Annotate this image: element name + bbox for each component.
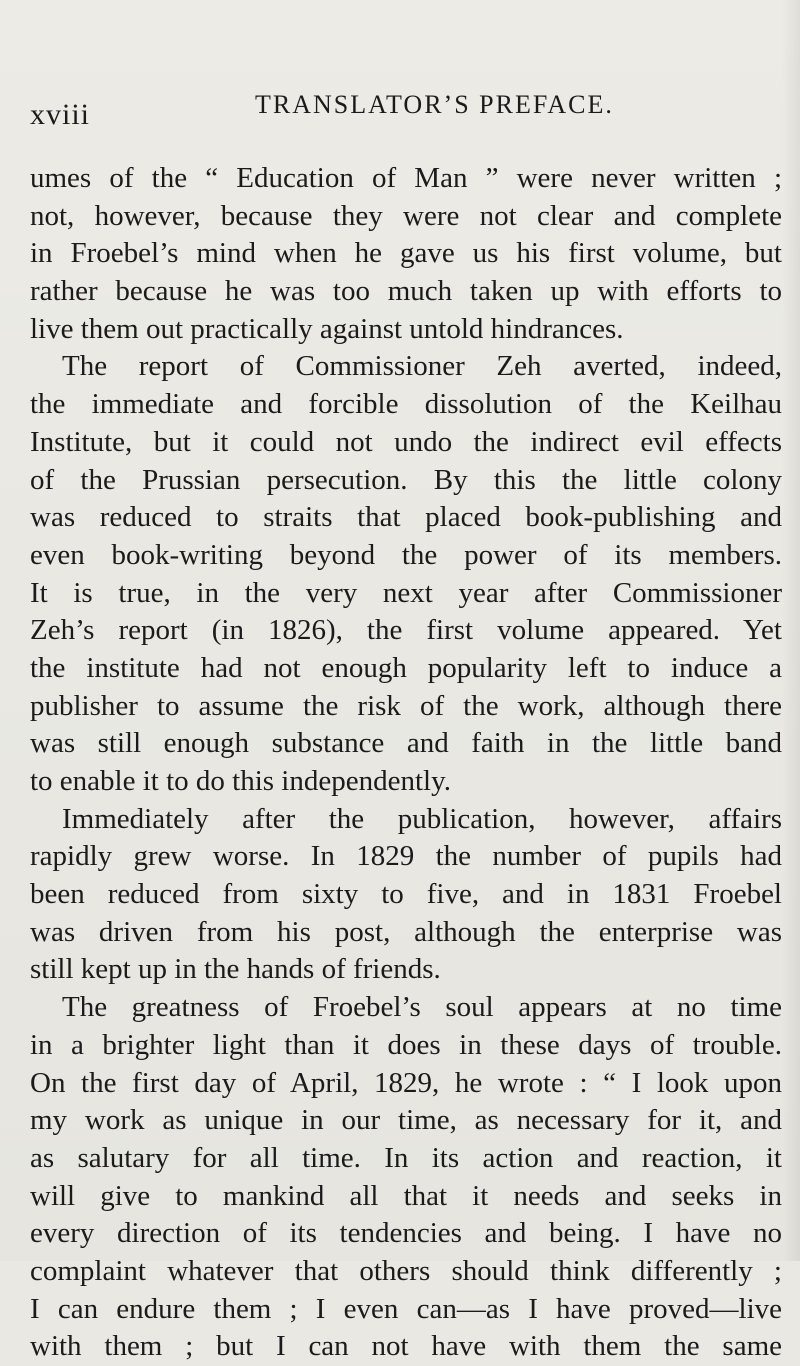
- text-line: of the Prussian persecution. By this the little colony: [30, 463, 782, 496]
- text-line: still kept up in the hands of friends.: [30, 953, 441, 986]
- text-line: in a brighter light than it does in these days of trouble.: [30, 1028, 782, 1061]
- page-number: xviii: [30, 98, 91, 131]
- text-line: as salutary for all time. In its action and reaction, it: [30, 1141, 782, 1174]
- page-edge-shadow: [782, 0, 800, 1261]
- text-line: It is true, in the very next year after Commissioner: [30, 576, 782, 609]
- running-head: [0, 90, 800, 130]
- text-line: my work as unique in our time, as necessary for it, and: [30, 1104, 782, 1137]
- text-line: to enable it to do this independently.: [30, 765, 451, 797]
- text-line: was driven from his post, although the enterprise was: [30, 915, 782, 948]
- text-line: live them out practically against untold hindrances.: [30, 312, 624, 345]
- text-line: not, however, because they were not clear and complete: [30, 199, 782, 232]
- text-line: publisher to assume the risk of the work, although there: [30, 689, 782, 722]
- text-line: in Froebel’s mind when he gave us his first volume, but: [30, 237, 782, 270]
- text-line: rather because he was too much taken up with efforts to: [30, 275, 782, 308]
- text-line: even book-writing beyond the power of its members.: [30, 538, 782, 571]
- text-line: with them ; but I can not have with them the same: [30, 1330, 782, 1363]
- text-line: Zeh’s report (in 1826), the first volume appeared. Yet: [30, 614, 782, 647]
- text-line: been reduced from sixty to five, and in 1831 Froebel: [30, 878, 782, 911]
- text-line: every direction of its tendencies and being. I have no: [30, 1217, 782, 1250]
- text-line: the institute had not enough popularity left to induce a: [30, 651, 782, 684]
- text-line: The greatness of Froebel’s soul appears at no time: [62, 991, 782, 1024]
- text-line: Immediately after the publication, however, affairs: [62, 802, 782, 835]
- running-title: TRANSLATOR’S PREFACE.: [255, 90, 614, 119]
- text-line: rapidly grew worse. In 1829 the number of pupils had: [30, 840, 782, 873]
- text-line: the immediate and forcible dissolution of the Keilhau: [30, 388, 782, 421]
- text-line: I can endure them ; I even can—as I have proved—live: [30, 1292, 782, 1325]
- text-line: umes of the “ Education of Man ” were never written ;: [30, 162, 782, 194]
- text-line: On the first day of April, 1829, he wrote : “ I look upon: [30, 1066, 782, 1099]
- text-line: was still enough substance and faith in the little band: [30, 727, 782, 760]
- text-line: will give to mankind all that it needs and seeks in: [30, 1179, 782, 1212]
- text-line: was reduced to straits that placed book-publishing and: [30, 501, 782, 534]
- text-line: Institute, but it could not undo the indirect evil effects: [30, 425, 782, 458]
- text-line: complaint whatever that others should think differently ;: [30, 1254, 782, 1287]
- text-line: The report of Commissioner Zeh averted, indeed,: [62, 350, 782, 383]
- body-text: [30, 160, 782, 1366]
